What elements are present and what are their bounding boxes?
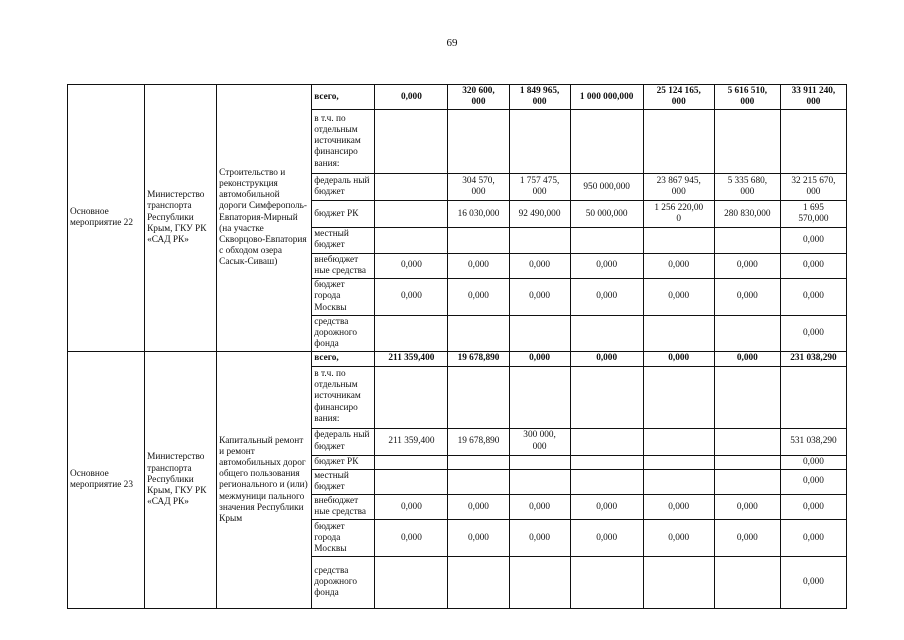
amount-cell: [375, 201, 448, 228]
amount-cell: [780, 366, 846, 428]
amount-cell: [448, 228, 509, 253]
amount-cell: 32 215 670, 000: [780, 174, 846, 201]
amount-cell: [375, 174, 448, 201]
amount-cell: [448, 455, 509, 469]
amount-cell: 0,000: [448, 495, 509, 520]
amount-cell: 531 038,290: [780, 428, 846, 455]
funding-source-label: бюджет города Москвы: [312, 278, 375, 315]
amount-cell: [570, 228, 643, 253]
amount-cell: [714, 428, 780, 455]
amount-cell: [643, 557, 714, 609]
funding-source-label: бюджет РК: [312, 201, 375, 228]
amount-cell: 211 359,400: [375, 352, 448, 366]
funding-source-label: внебюджет ные средства: [312, 253, 375, 278]
amount-cell: 0,000: [375, 278, 448, 315]
amount-cell: [509, 557, 570, 609]
amount-cell: 0,000: [375, 253, 448, 278]
amount-cell: 0,000: [643, 253, 714, 278]
amount-cell: 50 000,000: [570, 201, 643, 228]
amount-cell: [643, 428, 714, 455]
amount-cell: 0,000: [375, 495, 448, 520]
executor-name: Министерство транспорта Республики Крым, ГКУ РК «САД РК»: [145, 352, 217, 609]
amount-cell: 1 256 220,00 0: [643, 201, 714, 228]
amount-cell: [643, 110, 714, 174]
amount-cell: 0,000: [570, 253, 643, 278]
amount-cell: 0,000: [509, 352, 570, 366]
amount-cell: 0,000: [714, 278, 780, 315]
amount-cell: [509, 110, 570, 174]
amount-cell: 0,000: [448, 253, 509, 278]
amount-cell: 0,000: [780, 253, 846, 278]
funding-source-label: местный бюджет: [312, 469, 375, 494]
amount-cell: [570, 428, 643, 455]
amount-cell: 19 678,890: [448, 352, 509, 366]
amount-cell: 0,000: [780, 520, 846, 557]
activity-name: Основное мероприятие 22: [68, 85, 145, 352]
amount-cell: 0,000: [714, 352, 780, 366]
amount-cell: 0,000: [509, 520, 570, 557]
amount-cell: [643, 315, 714, 351]
amount-cell: [714, 110, 780, 174]
amount-cell: [509, 228, 570, 253]
amount-cell: [448, 110, 509, 174]
activity-description: Капитальный ремонт и ремонт автомобильных дорог общего пользования регионального и (или) межмуници пального значения Республики Крым: [217, 352, 312, 609]
funding-source-label: всего,: [312, 352, 375, 366]
amount-cell: 25 124 165, 000: [643, 85, 714, 110]
amount-cell: [643, 228, 714, 253]
amount-cell: 92 490,000: [509, 201, 570, 228]
amount-cell: 0,000: [448, 520, 509, 557]
amount-cell: 300 000, 000: [509, 428, 570, 455]
amount-cell: 211 359,400: [375, 428, 448, 455]
amount-cell: 0,000: [643, 278, 714, 315]
funding-source-label: всего,: [312, 85, 375, 110]
amount-cell: 0,000: [714, 520, 780, 557]
amount-cell: [509, 366, 570, 428]
amount-cell: 23 867 945, 000: [643, 174, 714, 201]
amount-cell: [714, 228, 780, 253]
amount-cell: 0,000: [780, 557, 846, 609]
amount-cell: 0,000: [780, 495, 846, 520]
amount-cell: 1 000 000,000: [570, 85, 643, 110]
amount-cell: [714, 469, 780, 494]
amount-cell: [375, 366, 448, 428]
funding-source-label: бюджет РК: [312, 455, 375, 469]
amount-cell: 0,000: [509, 495, 570, 520]
funding-source-label: внебюджет ные средства: [312, 495, 375, 520]
amount-cell: [643, 366, 714, 428]
amount-cell: 0,000: [643, 352, 714, 366]
amount-cell: [570, 110, 643, 174]
activity-name: Основное мероприятие 23: [68, 352, 145, 609]
amount-cell: 0,000: [714, 253, 780, 278]
amount-cell: [509, 455, 570, 469]
amount-cell: 1 757 475, 000: [509, 174, 570, 201]
table-row: [68, 352, 847, 366]
amount-cell: 0,000: [570, 278, 643, 315]
amount-cell: 5 335 680, 000: [714, 174, 780, 201]
funding-source-label: местный бюджет: [312, 228, 375, 253]
funding-source-label: федераль ный бюджет: [312, 428, 375, 455]
activity-description: Строительство и реконструкция автомобильной дороги Симферополь-Евпатория-Мирный (на участке Скворцово-Евпатория с обходом озера Сасык-Сиваш): [217, 85, 312, 352]
budget-table: [67, 84, 847, 609]
amount-cell: [509, 315, 570, 351]
amount-cell: 231 038,290: [780, 352, 846, 366]
amount-cell: [570, 366, 643, 428]
amount-cell: 0,000: [714, 495, 780, 520]
amount-cell: [643, 469, 714, 494]
amount-cell: 0,000: [509, 278, 570, 315]
amount-cell: [448, 469, 509, 494]
amount-cell: 280 830,000: [714, 201, 780, 228]
amount-cell: [780, 110, 846, 174]
amount-cell: [570, 455, 643, 469]
amount-cell: 0,000: [509, 253, 570, 278]
funding-source-label: федераль ный бюджет: [312, 174, 375, 201]
funding-source-label: в т.ч. по отдельным источникам финансиро вания:: [312, 366, 375, 428]
page-number: 69: [446, 37, 458, 49]
amount-cell: [375, 557, 448, 609]
amount-cell: 0,000: [570, 520, 643, 557]
funding-source-label: в т.ч. по отдельным источникам финансиро вания:: [312, 110, 375, 174]
amount-cell: 0,000: [780, 455, 846, 469]
amount-cell: 0,000: [780, 469, 846, 494]
amount-cell: 0,000: [570, 495, 643, 520]
amount-cell: 5 616 510, 000: [714, 85, 780, 110]
amount-cell: 1 849 965, 000: [509, 85, 570, 110]
amount-cell: [375, 455, 448, 469]
amount-cell: 0,000: [643, 495, 714, 520]
amount-cell: [375, 315, 448, 351]
amount-cell: [714, 366, 780, 428]
amount-cell: 0,000: [780, 315, 846, 351]
amount-cell: 320 600, 000: [448, 85, 509, 110]
amount-cell: 950 000,000: [570, 174, 643, 201]
funding-source-label: бюджет города Москвы: [312, 520, 375, 557]
amount-cell: 19 678,890: [448, 428, 509, 455]
table-row: [68, 85, 847, 110]
amount-cell: 16 030,000: [448, 201, 509, 228]
amount-cell: 0,000: [780, 278, 846, 315]
amount-cell: [448, 557, 509, 609]
amount-cell: 0,000: [375, 520, 448, 557]
amount-cell: 33 911 240, 000: [780, 85, 846, 110]
amount-cell: 0,000: [375, 85, 448, 110]
funding-source-label: средства дорожного фонда: [312, 557, 375, 609]
amount-cell: [643, 455, 714, 469]
amount-cell: [570, 315, 643, 351]
amount-cell: 0,000: [570, 352, 643, 366]
executor-name: Министерство транспорта Республики Крым, ГКУ РК «САД РК»: [145, 85, 217, 352]
amount-cell: [714, 557, 780, 609]
amount-cell: 0,000: [448, 278, 509, 315]
amount-cell: [375, 110, 448, 174]
amount-cell: [714, 315, 780, 351]
amount-cell: [509, 469, 570, 494]
amount-cell: [375, 228, 448, 253]
amount-cell: 0,000: [643, 520, 714, 557]
amount-cell: [375, 469, 448, 494]
amount-cell: [714, 455, 780, 469]
amount-cell: 304 570, 000: [448, 174, 509, 201]
amount-cell: [448, 366, 509, 428]
amount-cell: [570, 557, 643, 609]
amount-cell: 1 695 570,000: [780, 201, 846, 228]
amount-cell: [570, 469, 643, 494]
amount-cell: 0,000: [780, 228, 846, 253]
amount-cell: [448, 315, 509, 351]
funding-source-label: средства дорожного фонда: [312, 315, 375, 351]
